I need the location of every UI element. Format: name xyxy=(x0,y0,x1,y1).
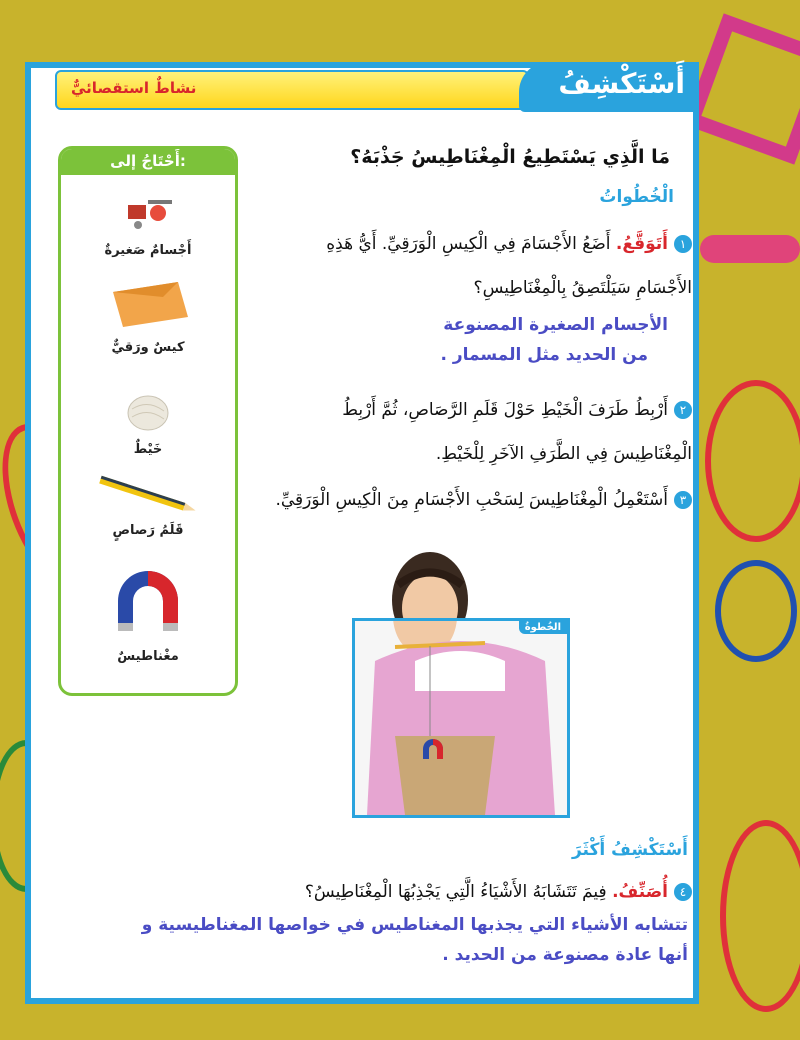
tool-label: أَجْسامٌ صَغيرةٌ xyxy=(104,243,192,258)
step-text: أَرْبِطُ طَرَفَ الْخَيْطِ حَوْلَ قَلَمِ الرَّصَاصِ، ثُمَّ أَرْبِطُ الْمِغْنَاطِيسَ فِي الطَّرَفِ الآخَرِ لِلْخَيْطِ. xyxy=(342,400,692,464)
title-tab xyxy=(519,62,699,112)
explore-more-heading: أَسْتَكْشِفُ أَكْثَرَ xyxy=(571,840,688,860)
step-number: ٣ xyxy=(674,491,692,509)
answer-line: أنها عادة مصنوعة من الحديد . xyxy=(442,945,688,965)
tool-paper-bag xyxy=(61,277,235,355)
answer-line: الأجسام الصغيرة المصنوعة xyxy=(443,315,668,335)
tool-string xyxy=(61,389,235,457)
activity-question: مَا الَّذِي يَسْتَطِيعُ الْمِغْنَاطِيسُ جَذْبَهُ؟ xyxy=(350,146,670,168)
small-objects-icon xyxy=(108,185,188,235)
step-1 xyxy=(272,222,692,310)
page-title: أَسْتَكْشِفُ xyxy=(558,67,685,100)
activity-banner xyxy=(55,70,529,110)
answer-2 xyxy=(108,910,688,970)
decor-triangle xyxy=(683,13,800,164)
step-keyword: أُصَنِّفُ. xyxy=(612,882,668,902)
paper-bag-icon xyxy=(103,277,193,332)
sidebar-title: أَحْتَاجُ إلى: xyxy=(61,149,235,175)
answer-line: من الحديد مثل المسمار . xyxy=(440,345,648,365)
step-2 xyxy=(272,388,692,476)
pencil-icon xyxy=(88,475,208,515)
step-photo xyxy=(352,618,570,818)
materials-sidebar xyxy=(58,146,238,696)
tool-magnet xyxy=(61,561,235,664)
steps-heading: الْخُطُواتُ xyxy=(599,187,674,207)
tool-label: مغْناطيسٌ xyxy=(117,649,179,664)
decor-band xyxy=(705,380,800,542)
step-3 xyxy=(272,478,692,522)
step-number: ٤ xyxy=(674,883,692,901)
activity-label: نشاطٌ استقصائيٌّ xyxy=(71,79,197,97)
step-keyword: أَتَوَقَّعُ. xyxy=(615,234,668,254)
step-number: ٢ xyxy=(674,401,692,419)
tool-small-objects xyxy=(61,185,235,258)
photo-tag: الخُطوةُ xyxy=(519,621,567,634)
decor-band xyxy=(720,820,800,1012)
header-bar xyxy=(25,62,699,122)
step-number: ١ xyxy=(674,235,692,253)
step-text: فِيمَ تَتَشَابَهُ الأَشْيَاءُ الَّتِي يَجْذِبُهَا الْمِغْنَاطِيسُ؟ xyxy=(304,882,607,902)
step-text: أَضَعُ الأَجْسَامَ فِي الْكِيسِ الْوَرَقِيِّ. أَيُّ هَذِهِ الأَجْسَامِ سَيَلْتَصِقُ بِالْمِغْنَاطِيسِ؟ xyxy=(326,234,692,298)
step-text: أَسْتَعْمِلُ الْمِغْنَاطِيسَ لِسَحْبِ الأَجْسَامِ مِنَ الْكِيسِ الْوَرَقِيِّ. xyxy=(275,490,668,510)
tool-label: قَلَمُ رَصاصٍ xyxy=(112,523,184,538)
tool-pencil xyxy=(61,475,235,538)
tool-label: كيسٌ ورَقيٌّ xyxy=(111,340,185,355)
girl-with-magnet-photo xyxy=(355,621,567,815)
decor-band xyxy=(715,560,797,662)
magnet-icon xyxy=(103,561,193,641)
decor-marker xyxy=(700,235,800,263)
tool-label: خَيْطٌ xyxy=(133,442,163,457)
answer-1 xyxy=(440,310,668,370)
string-icon xyxy=(118,389,178,434)
answer-line: تتشابه الأشياء التي يجذبها المغناطيس في خواصها المغناطيسية و xyxy=(141,915,688,935)
step-4 xyxy=(192,870,692,914)
